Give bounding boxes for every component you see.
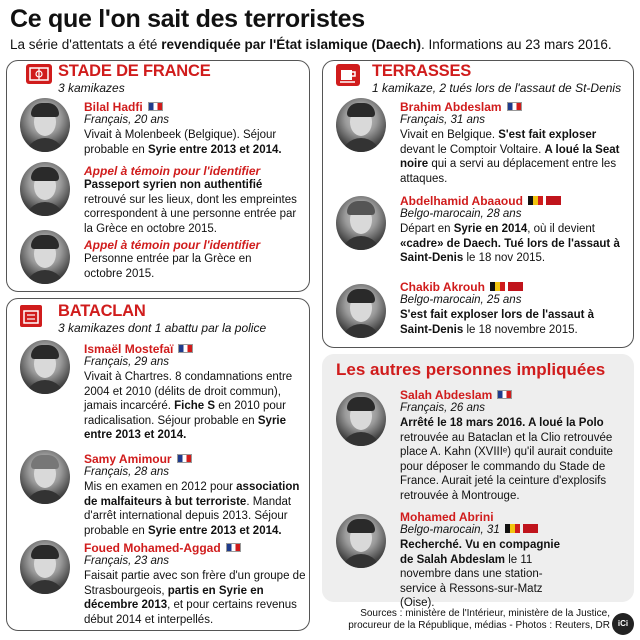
portrait-mohamed-abrini [336, 514, 386, 568]
belgium-flag-icon [505, 524, 520, 533]
portrait-brahim-abdeslam [336, 98, 386, 152]
person-role: Français, 20 ans [84, 114, 170, 126]
witness-call: Appel à témoin pour l'identifier [84, 238, 261, 252]
sources-line-2: procureur de la République, médias - Photos : Reuters, DR [348, 620, 610, 631]
person-description: Départ en Syrie en 2014, où il devient «cadre» de Daech. Tué lors de l'assaut à Saint-Denis le 18 nov 2015. [400, 223, 620, 264]
person-description: Faisait partie avec son frère d'un groupe de Strasbourgeois, partis en Syrie en décembre 2013, et pour certains revenus début 2014 et interpellés. [84, 570, 306, 626]
person-description: Recherché. Vu en compagnie de Salah Abdeslam le 11 novembre dans une station-service à Ressons-sur-Matz (Oise). [400, 539, 560, 609]
bataclan-title: BATACLAN [58, 302, 146, 320]
person-role: Belgo-marocain, 31 [400, 524, 538, 536]
france-flag-icon [226, 543, 241, 552]
france-flag-icon [177, 454, 192, 463]
portrait-samy-amimour [20, 450, 70, 504]
subtitle-pre: La série d'attentats a été [10, 37, 162, 52]
others-title: Les autres personnes impliquées [336, 360, 606, 379]
person-description: S'est fait exploser lors de l'assaut à Saint-Denis le 18 novembre 2015. [400, 309, 595, 336]
person-name: Salah Abdeslam [400, 388, 512, 402]
person-role: Belgo-marocain, 25 ans [400, 294, 522, 306]
cup-icon [336, 64, 360, 86]
stadium-icon [26, 64, 52, 84]
person-name: Mohamed Abrini [400, 510, 494, 524]
france-flag-icon [148, 102, 163, 111]
person-description: Arrêté le 18 mars 2016. A loué la Polo retrouvée au Bataclan et la Clio retrouvée place A. Kahn (XVIIIᵉ) qu'il aurait conduite pour déposer le commando du Stade de France. Aurait jeté la ceinture d'explosifs retrouvée à Montrouge. [400, 417, 613, 502]
morocco-flag-icon [546, 196, 561, 205]
bataclan-subtitle: 3 kamikazes dont 1 abattu par la police [58, 321, 267, 335]
morocco-flag-icon [508, 282, 523, 291]
person-description: Personne entrée par la Grèce en octobre 2015. [84, 253, 252, 280]
person-role: Français, 31 ans [400, 114, 486, 126]
france-flag-icon [178, 344, 193, 353]
belgium-flag-icon [528, 196, 543, 205]
france-flag-icon [497, 390, 512, 399]
subtitle-bold: revendiquée par l'État islamique (Daech) [161, 37, 421, 52]
agency-logo: iCi [612, 613, 634, 635]
portrait-abdelhamid-abaaoud [336, 196, 386, 250]
person-name: Abdelhamid Abaaoud [400, 194, 561, 208]
person-name: Bilal Hadfi [84, 100, 163, 114]
person-role: Français, 28 ans [84, 466, 170, 478]
subtitle-post: . Informations au 23 mars 2016. [420, 37, 612, 52]
portrait-ismael-mostefai [20, 340, 70, 394]
person-description: Passeport syrien non authentifié retrouvé sur les lieux, dont les empreintes correspondent à une personne entrée par la Grèce en octobre 2015. [84, 179, 297, 235]
person-role: Français, 26 ans [400, 402, 486, 414]
person-name: Chakib Akrouh [400, 280, 523, 294]
sources [348, 608, 610, 632]
person-role: Belgo-marocain, 28 ans [400, 208, 522, 220]
person-description: Vivait en Belgique. S'est fait exploser devant le Comptoir Voltaire. A loué la Seat noire qui a servi au déplacement entre les attaques. [400, 129, 620, 185]
person-role: Français, 29 ans [84, 356, 170, 368]
terrasses-subtitle: 1 kamikaze, 2 tués lors de l'assaut de St-Denis [372, 81, 622, 95]
person-description: Vivait à Chartres. 8 condamnations entre 2004 et 2010 (délits de droit commun), jamais incarcéré. Fiche S en 2010 pour radicalisation. Séjour probable en Syrie entre 2013 et 2014. [84, 371, 293, 441]
stade-title: STADE DE FRANCE [58, 62, 211, 80]
person-description: Mis en examen en 2012 pour association de malfaiteurs à but terroriste. Mandat d'arrêt international depuis 2013. Séjour probable en Syrie entre 2013 et 2014. [84, 481, 300, 537]
france-flag-icon [507, 102, 522, 111]
morocco-flag-icon [523, 524, 538, 533]
belgium-flag-icon [490, 282, 505, 291]
portrait-unknown-2 [20, 230, 70, 284]
person-name: Brahim Abdeslam [400, 100, 522, 114]
portrait-chakib-akrouh [336, 284, 386, 338]
terrasses-title: TERRASSES [372, 62, 472, 80]
page-subtitle [10, 37, 612, 52]
portrait-salah-abdeslam [336, 392, 386, 446]
witness-call: Appel à témoin pour l'identifier [84, 164, 261, 178]
person-name: Foued Mohamed-Aggad [84, 541, 241, 555]
portrait-unknown-1 [20, 162, 70, 216]
portrait-bilal-hadfi [20, 98, 70, 152]
page-title: Ce que l'on sait des terroristes [10, 5, 365, 33]
stade-subtitle: 3 kamikazes [58, 81, 125, 95]
person-role: Français, 23 ans [84, 555, 170, 567]
person-description: Vivait à Molenbeek (Belgique). Séjour probable en Syrie entre 2013 et 2014. [84, 129, 282, 156]
person-name: Samy Amimour [84, 452, 192, 466]
portrait-foued-mohamed-aggad [20, 540, 70, 594]
sources-line-1: Sources : ministère de l'Intérieur, ministère de la Justice, [360, 608, 610, 619]
person-name: Ismaël Mostefaï [84, 342, 193, 356]
theater-icon [20, 305, 42, 327]
